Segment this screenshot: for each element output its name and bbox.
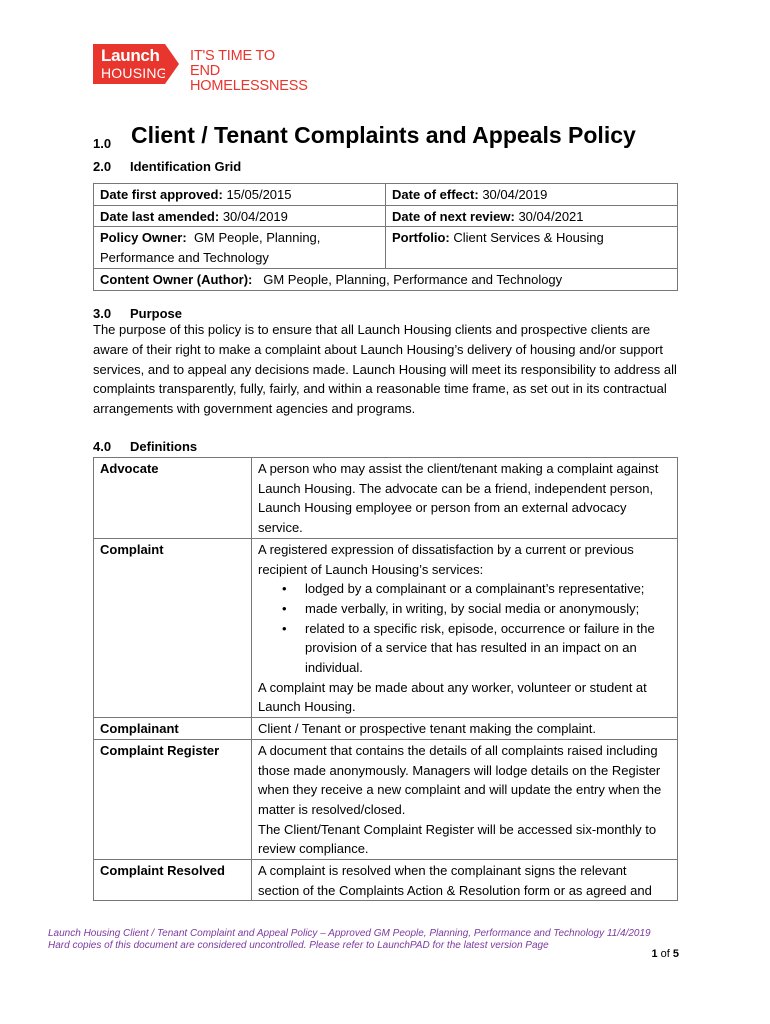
grid-cell-content-owner: Content Owner (Author): GM People, Planning, Performance and Technology <box>94 268 678 290</box>
logo-badge <box>93 44 168 84</box>
section-heading-identification <box>93 159 241 174</box>
logo-tagline <box>190 49 308 94</box>
definition-note: A complaint may be made about any worker, volunteer or student at Launch Housing. <box>258 679 647 715</box>
definition-row-complainant <box>94 718 678 740</box>
definition-row-complaint-register <box>94 739 678 859</box>
definition-text: A complaint is resolved when the complainant signs the relevant section of the Complaints Action & Resolution form or as agreed and <box>252 860 678 901</box>
footer-approval-line: Launch Housing Client / Tenant Complaint and Appeal Policy – Approved GM People, Planning, Performance and Technology 11/4/2019 <box>48 928 651 939</box>
section-number: 4.0 <box>93 439 112 454</box>
logo-word-housing: HOUSING <box>101 65 168 81</box>
logo-word-launch: Launch <box>101 46 160 65</box>
complaint-bullet-list <box>258 579 671 678</box>
list-item: • related to a specific risk, episode, occurrence or failure in the provision of a service that has resulted in an impact on an individual. <box>282 619 671 678</box>
section-title: Definitions <box>130 439 198 454</box>
definition-note: The Client/Tenant Complaint Register will be accessed six-monthly to review compliance. <box>258 821 657 857</box>
identification-grid <box>93 183 678 291</box>
footer-control-line: Hard copies of this document are considered uncontrolled. Please refer to LaunchPAD for the latest version Page <box>48 940 549 951</box>
definition-text <box>252 538 678 717</box>
logo-arrow-icon <box>165 44 179 84</box>
page-footer <box>48 928 688 952</box>
definition-row-advocate <box>94 458 678 539</box>
purpose-paragraph: The purpose of this policy is to ensure that all Launch Housing clients and prospective clients are aware of their right to make a complaint about Launch Housing’s delivery of housing and/or support services, and to appeal any decisions made. Launch Housing will meet its responsibility to address all complaints transparently, fully, fairly, and within a reasonable time frame, as set out in its contractual arrangements with government agencies and programs. <box>93 322 677 417</box>
section-title: Identification Grid <box>130 159 242 174</box>
definition-term: Advocate <box>94 458 252 539</box>
definition-intro: A document that contains the details of all complaints raised including those made anonymously. Managers will lodge details on the Register when they receive a new complaint and will update the entry when the matter is resolved/closed. <box>258 742 662 817</box>
grid-cell-first-approved: Date first approved: 15/05/2015 <box>94 184 386 206</box>
grid-cell-portfolio: Portfolio: Client Services & Housing <box>386 227 678 268</box>
grid-cell-last-amended: Date last amended: 30/04/2019 <box>94 205 386 227</box>
tagline-line-1: IT'S TIME TO END <box>190 48 275 79</box>
definition-text: Client / Tenant or prospective tenant making the complaint. <box>252 718 678 740</box>
list-item: • lodged by a complainant or a complainant’s representative; <box>282 579 671 599</box>
definition-row-complaint <box>94 538 678 717</box>
section-heading-definitions <box>93 439 197 454</box>
definition-row-complaint-resolved <box>94 860 678 901</box>
section-title: Purpose <box>130 306 183 321</box>
definition-intro: A registered expression of dissatisfaction by a current or previous recipient of Launch Housing’s services: <box>258 541 634 577</box>
section-number: 3.0 <box>93 306 112 321</box>
definition-term: Complaint Register <box>94 739 252 859</box>
grid-cell-date-of-effect: Date of effect: 30/04/2019 <box>386 184 678 206</box>
definition-text: A person who may assist the client/tenant making a complaint against Launch Housing. The advocate can be a friend, independent person, Launch Housing employee or person from an external advocacy service. <box>252 458 678 539</box>
definition-term: Complaint <box>94 538 252 717</box>
section-heading-purpose <box>93 306 182 321</box>
definition-term: Complaint Resolved <box>94 860 252 901</box>
list-item: • made verbally, in writing, by social media or anonymously; <box>282 599 671 619</box>
definitions-table <box>93 457 678 901</box>
grid-cell-next-review: Date of next review: 30/04/2021 <box>386 205 678 227</box>
section-number: 2.0 <box>93 159 112 174</box>
tagline-line-2: HOMELESSNESS <box>190 78 308 94</box>
title-text: Client / Tenant Complaints and Appeals Policy <box>131 122 636 148</box>
definition-text <box>252 739 678 859</box>
page-number: 1 of 5 <box>651 948 679 960</box>
title-number: 1.0 <box>93 136 112 151</box>
definition-term: Complainant <box>94 718 252 740</box>
grid-cell-policy-owner: Policy Owner: GM People, Planning, Performance and Technology <box>94 227 386 268</box>
